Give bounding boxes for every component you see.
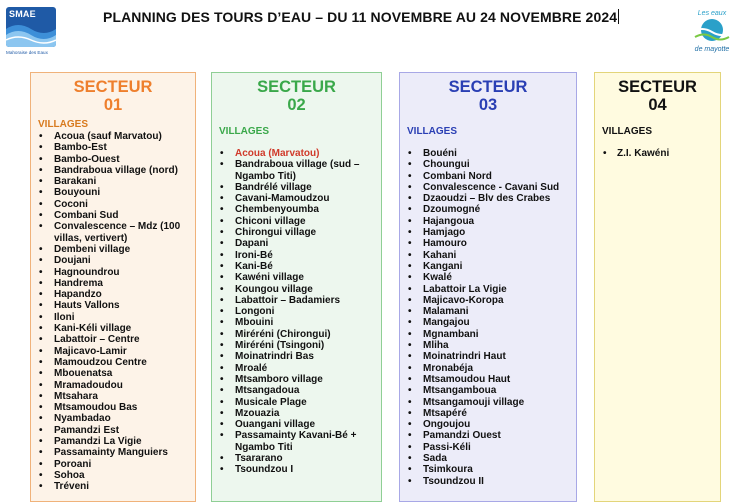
village-item: • Ongoujou	[400, 419, 576, 430]
village-item: • Bouéni	[400, 148, 576, 159]
village-item: • Handrema	[31, 278, 195, 289]
village-item: • Kahani	[400, 250, 576, 261]
village-item: • Moinatrindri Haut	[400, 351, 576, 362]
village-item: • Labattoir – Centre	[31, 334, 195, 345]
village-item: • Malamani	[400, 306, 576, 317]
village-item: • Tsoundzou II	[400, 476, 576, 487]
village-item: • Mangajou	[400, 317, 576, 328]
village-item: • Mgnambani	[400, 329, 576, 340]
village-item: • Mtsahara	[31, 391, 195, 402]
village-item: • Mronabéja	[400, 363, 576, 374]
village-item: • Kani-Kéli village	[31, 323, 195, 334]
village-item: • Doujani	[31, 255, 195, 266]
village-item: • Bambo-Ouest	[31, 154, 195, 165]
villages-label: VILLAGES	[219, 126, 270, 137]
village-item: • Z.I. Kawéni	[595, 148, 720, 159]
village-list	[31, 131, 195, 493]
village-item: • Chiconi village	[212, 216, 381, 227]
eaux-mayotte-logo-line1: Les eaux	[697, 10, 727, 17]
village-list	[400, 148, 576, 487]
village-item: • Labattoir La Vigie	[400, 284, 576, 295]
text-cursor	[618, 9, 619, 24]
village-item: • Dembeni village	[31, 244, 195, 255]
eaux-mayotte-logo	[688, 10, 736, 56]
eaux-mayotte-logo-line2: de mayotte	[694, 46, 730, 53]
smae-logo-tagline: Mahoraise des Eaux	[6, 50, 48, 55]
village-item: • Musicale Plage	[212, 397, 381, 408]
village-item: • Cavani-Mamoudzou	[212, 193, 381, 204]
sector-panel-02	[211, 72, 382, 502]
village-item: • Sada	[400, 453, 576, 464]
village-item: • Mtsangamouji village	[400, 397, 576, 408]
sector-panel-04	[594, 72, 721, 502]
village-item: • Combani Nord	[400, 171, 576, 182]
village-item: • Acoua (Marvatou)	[212, 148, 381, 159]
village-item: • Bambo-Est	[31, 142, 195, 153]
village-item: • Bandrélé village	[212, 182, 381, 193]
village-item: • Mtsamboro village	[212, 374, 381, 385]
village-item: • Nyambadao	[31, 413, 195, 424]
villages-label: VILLAGES	[602, 126, 653, 137]
village-item: • Coconi	[31, 199, 195, 210]
village-item: • Longoni	[212, 306, 381, 317]
water-drop-icon	[690, 17, 734, 43]
village-item: • Iloni	[31, 312, 195, 323]
village-item: • Mtsapéré	[400, 408, 576, 419]
wave-icon	[6, 21, 56, 47]
smae-logo	[6, 7, 58, 65]
village-item: • Convalescence – Mdz (100 villas, vertivert)	[31, 221, 195, 244]
village-item: • Hagnoundrou	[31, 267, 195, 278]
village-item: • Hamjago	[400, 227, 576, 238]
village-item: • Koungou village	[212, 284, 381, 295]
village-item: • Tréveni	[31, 481, 195, 492]
village-item: • Bandraboua village (nord)	[31, 165, 195, 176]
village-item: • Majicavo-Lamir	[31, 346, 195, 357]
sector-title: SECTEUR 04	[618, 78, 697, 114]
village-item: • Choungui	[400, 159, 576, 170]
village-item: • Hauts Vallons	[31, 300, 195, 311]
village-item: • Pamandzi Ouest	[400, 430, 576, 441]
village-item: • Acoua (sauf Marvatou)	[31, 131, 195, 142]
village-item: • Ouangani village	[212, 419, 381, 430]
smae-logo-mark	[6, 7, 56, 47]
village-item: • Mtsamoudou Bas	[31, 402, 195, 413]
village-item: • Barakani	[31, 176, 195, 187]
village-item: • Dapani	[212, 238, 381, 249]
village-item: • Mroalé	[212, 363, 381, 374]
village-list	[595, 148, 720, 159]
village-item: • Majicavo-Koropa	[400, 295, 576, 306]
smae-logo-brand: SMAE	[9, 9, 36, 19]
village-item: • Mbouini	[212, 317, 381, 328]
village-item: • Dzaoudzi – Blv des Crabes	[400, 193, 576, 204]
sector-title: SECTEUR 03	[448, 78, 528, 114]
village-item: • Chirongui village	[212, 227, 381, 238]
village-item: • Passamainty Manguiers	[31, 447, 195, 458]
village-item: • Ironi-Bé	[212, 250, 381, 261]
village-item: • Mtsamoudou Haut	[400, 374, 576, 385]
village-item: • Miréréni (Chirongui)	[212, 329, 381, 340]
village-item: • Chembenyoumba	[212, 204, 381, 215]
village-item: • Moinatrindri Bas	[212, 351, 381, 362]
village-item: • Bouyouni	[31, 187, 195, 198]
village-item: • Kwalé	[400, 272, 576, 283]
village-item: • Hamouro	[400, 238, 576, 249]
village-item: • Poroani	[31, 459, 195, 470]
villages-label: VILLAGES	[38, 119, 89, 130]
village-list	[212, 148, 381, 476]
sector-panel-03	[399, 72, 577, 502]
village-item: • Mtsangadoua	[212, 385, 381, 396]
sector-title: SECTEUR 01	[73, 78, 153, 114]
village-item: • Tsararano	[212, 453, 381, 464]
villages-label: VILLAGES	[407, 126, 458, 137]
village-item: • Passi-Kéli	[400, 442, 576, 453]
village-item: • Kangani	[400, 261, 576, 272]
village-item: • Pamandzi Est	[31, 425, 195, 436]
village-item: • Kawéni village	[212, 272, 381, 283]
village-item: • Sohoa	[31, 470, 195, 481]
village-item: • Mliha	[400, 340, 576, 351]
page-title: PLANNING DES TOURS D’EAU – DU 11 NOVEMBRE AU 24 NOVEMBRE 2024	[103, 9, 618, 25]
village-item: • Pamandzi La Vigie	[31, 436, 195, 447]
village-item: • Combani Sud	[31, 210, 195, 221]
village-item: • Mtsangamboua	[400, 385, 576, 396]
village-item: • Passamainty Kavani-Bé + Ngambo Titi	[212, 430, 381, 453]
village-item: • Kani-Bé	[212, 261, 381, 272]
village-item: • Dzoumogné	[400, 204, 576, 215]
village-item: • Hapandzo	[31, 289, 195, 300]
village-item: • Mamoudzou Centre	[31, 357, 195, 368]
village-item: • Convalescence - Cavani Sud	[400, 182, 576, 193]
village-item: • Tsimkoura	[400, 464, 576, 475]
village-item: • Mbouenatsa	[31, 368, 195, 379]
village-item: • Miréréni (Tsingoni)	[212, 340, 381, 351]
village-item: • Hajangoua	[400, 216, 576, 227]
village-item: • Mzouazia	[212, 408, 381, 419]
village-item: • Bandraboua village (sud – Ngambo Titi)	[212, 159, 381, 182]
sector-title: SECTEUR 02	[257, 78, 336, 114]
village-item: • Mramadoudou	[31, 380, 195, 391]
village-item: • Tsoundzou I	[212, 464, 381, 475]
sector-panel-01	[30, 72, 196, 502]
village-item: • Labattoir – Badamiers	[212, 295, 381, 306]
